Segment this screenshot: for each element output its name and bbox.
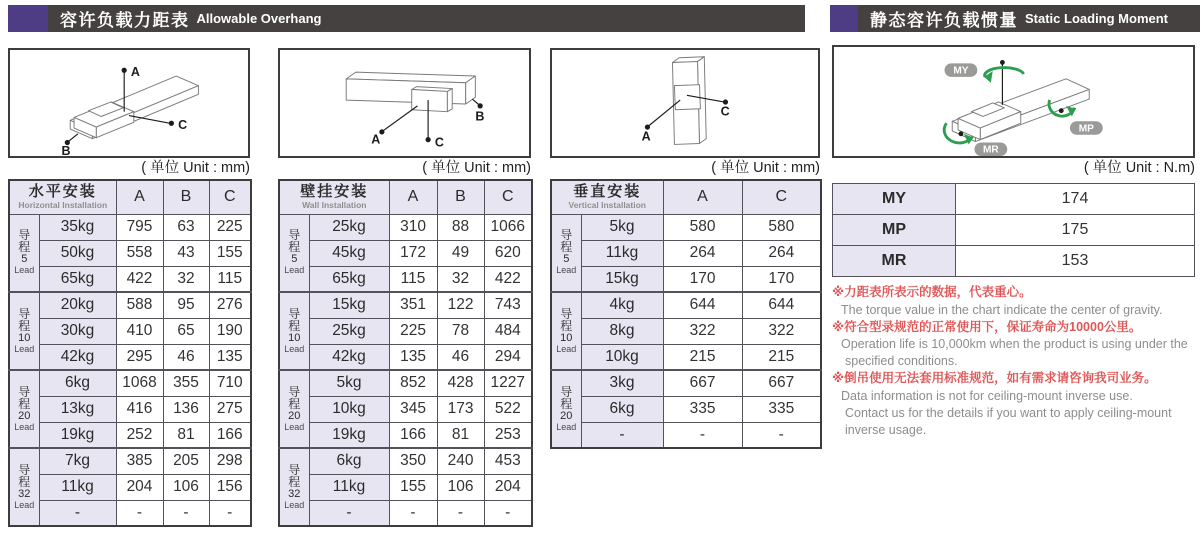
load-cell: 11kg — [581, 240, 663, 266]
value-cell: 155 — [209, 240, 251, 266]
horizontal-table-container — [8, 179, 250, 527]
value-cell: 136 — [163, 396, 209, 422]
table-row — [551, 266, 821, 292]
table-row — [9, 422, 251, 448]
value-cell: 215 — [742, 344, 821, 370]
load-cell: 19kg — [39, 422, 116, 448]
vertical-table-container — [550, 179, 820, 449]
point-a-label: A — [371, 132, 381, 147]
section-header-allowable-overhang — [8, 5, 805, 32]
lead-group-cell: 导 程 20 Lead — [551, 370, 581, 448]
value-cell: 49 — [437, 240, 484, 266]
value-cell: 335 — [663, 396, 742, 422]
load-cell: 25kg — [309, 318, 389, 344]
footnote-zh-text: ※符合型录规范的正常使用下，保证寿命为10000公里。 — [832, 319, 1142, 334]
load-cell: 65kg — [309, 266, 389, 292]
load-cell: 10kg — [581, 344, 663, 370]
diagram-box — [8, 48, 250, 158]
value-cell: 322 — [663, 318, 742, 344]
table-row — [551, 240, 821, 266]
moment-name: MP — [833, 215, 956, 246]
value-cell: 106 — [163, 474, 209, 500]
column-header-b: B — [163, 180, 209, 214]
value-cell: 225 — [209, 214, 251, 240]
load-cell: 42kg — [309, 344, 389, 370]
load-cell: 15kg — [581, 266, 663, 292]
table-row — [551, 396, 821, 422]
load-cell: 3kg — [581, 370, 663, 396]
value-cell: 644 — [742, 292, 821, 318]
load-cell: 7kg — [39, 448, 116, 474]
unit-label: ( 单位 Unit : mm) — [422, 160, 531, 176]
value-cell: - — [663, 422, 742, 448]
load-cell: 4kg — [581, 292, 663, 318]
table-row — [9, 448, 251, 474]
unit-label: ( 单位 Unit : N.m) — [1083, 160, 1195, 176]
table-row — [9, 214, 251, 240]
value-cell: 620 — [484, 240, 532, 266]
value-cell: 253 — [484, 422, 532, 448]
panel-horizontal-installation — [8, 48, 250, 527]
lead-group-cell: 导 程 5 Lead — [551, 214, 581, 292]
load-cell: 50kg — [39, 240, 116, 266]
value-cell: 166 — [389, 422, 437, 448]
value-cell: - — [484, 500, 532, 526]
value-cell: 428 — [437, 370, 484, 396]
load-cell: - — [581, 422, 663, 448]
value-cell: 355 — [163, 370, 209, 396]
value-cell: 252 — [116, 422, 163, 448]
value-cell: 115 — [389, 266, 437, 292]
value-cell: - — [389, 500, 437, 526]
table-header-row — [551, 180, 821, 214]
footnote-en-text: Contact us for the details if you want to apply ceiling-mount — [845, 405, 1172, 420]
lead-group-cell: 导 程 10 Lead — [551, 292, 581, 370]
lead-group-cell: 导 程 10 Lead — [9, 292, 39, 370]
value-cell: 350 — [389, 448, 437, 474]
value-cell: 667 — [663, 370, 742, 396]
value-cell: 416 — [116, 396, 163, 422]
value-cell: 580 — [663, 214, 742, 240]
value-cell: 522 — [484, 396, 532, 422]
value-cell: 264 — [742, 240, 821, 266]
value-cell: 65 — [163, 318, 209, 344]
mp-axis-label: MP — [1078, 123, 1094, 135]
my-axis-label: MY — [953, 65, 969, 77]
value-cell: 170 — [663, 266, 742, 292]
value-cell: 298 — [209, 448, 251, 474]
value-cell: 225 — [389, 318, 437, 344]
table-row — [279, 318, 532, 344]
load-cell: 10kg — [309, 396, 389, 422]
value-cell: - — [209, 500, 251, 526]
diagram-box — [550, 48, 820, 158]
footnote-en-text: inverse usage. — [845, 422, 927, 437]
table-row — [279, 396, 532, 422]
table-horizontal — [8, 179, 252, 527]
value-cell: 135 — [389, 344, 437, 370]
column-header-a: A — [663, 180, 742, 214]
footnote-en-text: specified conditions. — [845, 354, 958, 368]
table-row — [9, 240, 251, 266]
wall-table-container — [278, 179, 531, 527]
value-cell: 81 — [437, 422, 484, 448]
value-cell: 95 — [163, 292, 209, 318]
footnotes — [832, 284, 1200, 439]
table-header-row — [279, 180, 532, 214]
load-cell: 5kg — [581, 214, 663, 240]
diagram-box — [278, 48, 531, 158]
load-cell: 20kg — [39, 292, 116, 318]
column-header-c: C — [209, 180, 251, 214]
footnote-zh-text: ※力距表所表示的数据，代表重心。 — [832, 285, 1032, 299]
table-row — [279, 500, 532, 526]
footnote — [832, 319, 1200, 371]
table-row — [551, 344, 821, 370]
value-cell: 422 — [484, 266, 532, 292]
panel-wall-installation — [278, 48, 531, 527]
value-cell: 710 — [209, 370, 251, 396]
load-cell: 35kg — [39, 214, 116, 240]
table-row — [833, 184, 1195, 215]
value-cell: 115 — [209, 266, 251, 292]
value-cell: 276 — [209, 292, 251, 318]
section-title-zh: 静态容许负载惯量 — [870, 11, 1018, 30]
unit-label: ( 单位 Unit : mm) — [141, 160, 250, 176]
value-cell: 46 — [437, 344, 484, 370]
table-row — [551, 292, 821, 318]
value-cell: 275 — [209, 396, 251, 422]
value-cell: 410 — [116, 318, 163, 344]
lead-group-cell: 导 程 5 Lead — [279, 214, 309, 292]
value-cell: 264 — [663, 240, 742, 266]
value-cell: 310 — [389, 214, 437, 240]
value-cell: 644 — [663, 292, 742, 318]
value-cell: 580 — [742, 214, 821, 240]
panel-static-loading-moment — [832, 45, 1195, 439]
load-cell: 13kg — [39, 396, 116, 422]
moment-name: MR — [833, 246, 956, 277]
table-row — [9, 266, 251, 292]
value-cell: 322 — [742, 318, 821, 344]
table-row — [833, 246, 1195, 277]
value-cell: 422 — [116, 266, 163, 292]
load-cell: 19kg — [309, 422, 389, 448]
value-cell: 345 — [389, 396, 437, 422]
footnote-en-text: Data information is not for ceiling-mount inverse use. — [841, 388, 1133, 403]
footnote — [832, 370, 1200, 439]
moment-value: 153 — [956, 246, 1195, 277]
value-cell: 484 — [484, 318, 532, 344]
value-cell: 190 — [209, 318, 251, 344]
lead-group-cell: 导 程 20 Lead — [9, 370, 39, 448]
point-c-label: C — [178, 118, 188, 133]
value-cell: 173 — [437, 396, 484, 422]
value-cell: 294 — [484, 344, 532, 370]
column-header-c: C — [742, 180, 821, 214]
value-cell: 558 — [116, 240, 163, 266]
section-title-en: Static Loading Moment — [1025, 11, 1168, 26]
point-a-label: A — [641, 129, 651, 144]
table-row — [9, 292, 251, 318]
value-cell: 204 — [116, 474, 163, 500]
vertical-installation-diagram — [552, 50, 818, 156]
table-row — [279, 240, 532, 266]
mr-axis-label: MR — [982, 144, 999, 156]
diagram-box — [832, 45, 1195, 158]
table-row — [279, 266, 532, 292]
value-cell: 43 — [163, 240, 209, 266]
value-cell: 205 — [163, 448, 209, 474]
horizontal-installation-diagram — [10, 50, 248, 156]
value-cell: 166 — [209, 422, 251, 448]
load-cell: 65kg — [39, 266, 116, 292]
table-row — [9, 370, 251, 396]
value-cell: 156 — [209, 474, 251, 500]
table-row — [9, 344, 251, 370]
lead-group-cell: 导 程 10 Lead — [279, 292, 309, 370]
point-b-label: B — [61, 144, 71, 156]
load-cell: 11kg — [309, 474, 389, 500]
column-header-a: A — [116, 180, 163, 214]
table-row — [9, 396, 251, 422]
table-row — [833, 215, 1195, 246]
value-cell: 743 — [484, 292, 532, 318]
table-row — [279, 344, 532, 370]
load-cell: 5kg — [309, 370, 389, 396]
table-header-row — [9, 180, 251, 214]
moment-value: 174 — [956, 184, 1195, 215]
value-cell: 351 — [389, 292, 437, 318]
value-cell: 32 — [163, 266, 209, 292]
panel-vertical-installation — [550, 48, 820, 449]
value-cell: 46 — [163, 344, 209, 370]
footnote-zh-text: ※倒吊使用无法套用标准规范，如有需求请咨询我司业务。 — [832, 371, 1157, 385]
value-cell: 667 — [742, 370, 821, 396]
unit-label: ( 单位 Unit : mm) — [711, 160, 820, 176]
value-cell: 78 — [437, 318, 484, 344]
lead-group-cell: 导 程 20 Lead — [279, 370, 309, 448]
value-cell: 122 — [437, 292, 484, 318]
moment-diagram — [834, 47, 1193, 156]
lead-group-cell: 导 程 5 Lead — [9, 214, 39, 292]
point-b-label: B — [475, 109, 485, 124]
value-cell: 32 — [437, 266, 484, 292]
column-header-a: A — [389, 180, 437, 214]
table-row — [279, 474, 532, 500]
value-cell: 1227 — [484, 370, 532, 396]
table-title-cell: 水平安装 Horizontal Installation — [9, 180, 116, 214]
value-cell: 170 — [742, 266, 821, 292]
load-cell: 11kg — [39, 474, 116, 500]
load-cell: 6kg — [309, 448, 389, 474]
value-cell: 63 — [163, 214, 209, 240]
value-cell: 81 — [163, 422, 209, 448]
value-cell: - — [437, 500, 484, 526]
point-c-label: C — [434, 135, 444, 150]
footnote-en-text: Operation life is 10,000km when the product is using under the — [841, 337, 1188, 351]
accent-square — [830, 5, 858, 32]
table-title-cell: 壁挂安装 Wall Installation — [279, 180, 389, 214]
value-cell: 215 — [663, 344, 742, 370]
table-row — [279, 214, 532, 240]
load-cell: 6kg — [39, 370, 116, 396]
value-cell: 795 — [116, 214, 163, 240]
moment-value: 175 — [956, 215, 1195, 246]
value-cell: 155 — [389, 474, 437, 500]
table-row — [279, 448, 532, 474]
point-c-label: C — [720, 104, 730, 119]
value-cell: 1066 — [484, 214, 532, 240]
footnote — [832, 284, 1200, 319]
load-cell: 6kg — [581, 396, 663, 422]
table-row — [279, 422, 532, 448]
value-cell: 1068 — [116, 370, 163, 396]
value-cell: - — [163, 500, 209, 526]
value-cell: - — [116, 500, 163, 526]
section-title-en: Allowable Overhang — [196, 11, 322, 26]
footnote-en-text: The torque value in the chart indicate the center of gravity. — [841, 302, 1163, 317]
load-cell: 15kg — [309, 292, 389, 318]
table-row — [9, 474, 251, 500]
value-cell: 295 — [116, 344, 163, 370]
moment-name: MY — [833, 184, 956, 215]
load-cell: - — [309, 500, 389, 526]
table-row — [551, 422, 821, 448]
table-title-cell: 垂直安装 Vertical Installation — [551, 180, 663, 214]
lead-group-cell: 导 程 32 Lead — [9, 448, 39, 526]
table-row — [551, 370, 821, 396]
value-cell: 453 — [484, 448, 532, 474]
load-cell: 45kg — [309, 240, 389, 266]
value-cell: 385 — [116, 448, 163, 474]
value-cell: 106 — [437, 474, 484, 500]
column-header-c: C — [484, 180, 532, 214]
value-cell: 88 — [437, 214, 484, 240]
table-row — [551, 214, 821, 240]
load-cell: 8kg — [581, 318, 663, 344]
table-row — [551, 318, 821, 344]
value-cell: 135 — [209, 344, 251, 370]
load-cell: 42kg — [39, 344, 116, 370]
value-cell: 172 — [389, 240, 437, 266]
table-vertical — [550, 179, 822, 449]
load-cell: 25kg — [309, 214, 389, 240]
lead-group-cell: 导 程 32 Lead — [279, 448, 309, 526]
value-cell: 204 — [484, 474, 532, 500]
wall-installation-diagram — [280, 50, 529, 156]
value-cell: 852 — [389, 370, 437, 396]
table-row — [9, 500, 251, 526]
accent-square — [8, 5, 48, 32]
value-cell: 335 — [742, 396, 821, 422]
column-header-b: B — [437, 180, 484, 214]
section-header-static-loading-moment — [830, 5, 1200, 32]
load-cell: 30kg — [39, 318, 116, 344]
load-cell: - — [39, 500, 116, 526]
section-title-zh: 容许负载力距表 — [60, 11, 190, 30]
table-row — [279, 292, 532, 318]
value-cell: - — [742, 422, 821, 448]
value-cell: 588 — [116, 292, 163, 318]
moment-table — [832, 183, 1195, 277]
table-row — [9, 318, 251, 344]
point-a-label: A — [130, 65, 140, 80]
table-row — [279, 370, 532, 396]
value-cell: 240 — [437, 448, 484, 474]
table-wall — [278, 179, 533, 527]
